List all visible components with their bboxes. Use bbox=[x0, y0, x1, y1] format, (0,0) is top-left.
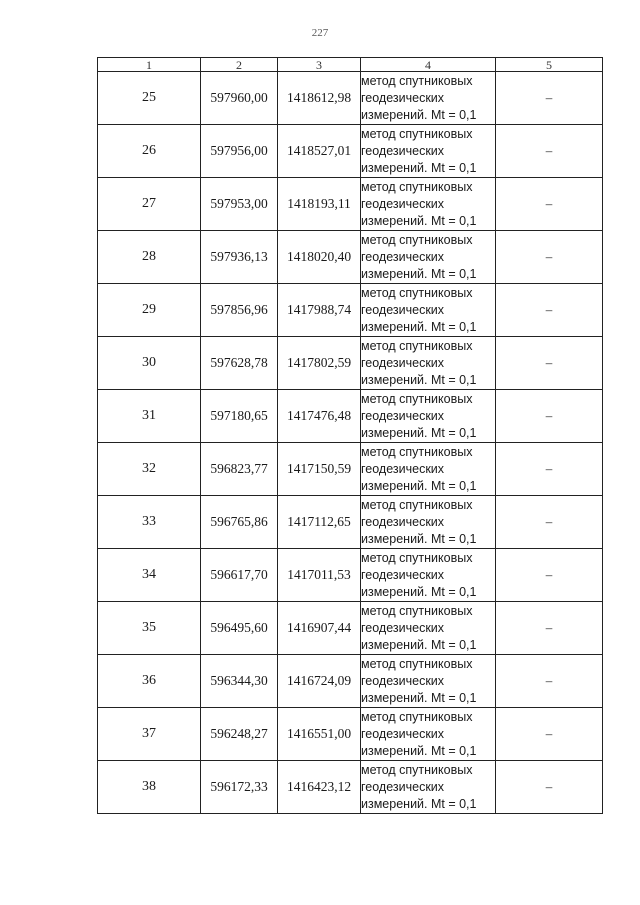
method-line: метод спутниковых bbox=[361, 656, 473, 671]
coordinate-y: 1417802,59 bbox=[278, 337, 361, 390]
method-line: измерений. Mt = 0,1 bbox=[361, 319, 477, 334]
coordinate-x: 596495,60 bbox=[201, 602, 278, 655]
method-line: измерений. Mt = 0,1 bbox=[361, 160, 477, 175]
note-dash: – bbox=[496, 178, 603, 231]
note-dash: – bbox=[496, 390, 603, 443]
method-line: геодезических bbox=[361, 90, 445, 105]
note-dash: – bbox=[496, 284, 603, 337]
table-row bbox=[98, 549, 603, 602]
table-row bbox=[98, 125, 603, 178]
point-number: 27 bbox=[98, 178, 201, 231]
method-line: измерений. Mt = 0,1 bbox=[361, 531, 477, 546]
note-dash: – bbox=[496, 708, 603, 761]
coordinates-table bbox=[97, 57, 603, 814]
note-dash: – bbox=[496, 602, 603, 655]
note-dash: – bbox=[496, 72, 603, 125]
coordinate-x: 596172,33 bbox=[201, 761, 278, 814]
point-number: 26 bbox=[98, 125, 201, 178]
table-row bbox=[98, 708, 603, 761]
method-line: геодезических bbox=[361, 673, 445, 688]
coordinate-y: 1418193,11 bbox=[278, 178, 361, 231]
note-dash: – bbox=[496, 337, 603, 390]
method-line: метод спутниковых bbox=[361, 709, 473, 724]
coordinate-x: 597960,00 bbox=[201, 72, 278, 125]
page-number: 227 bbox=[311, 27, 329, 39]
method-line: геодезических bbox=[361, 620, 445, 635]
coordinate-x: 597936,13 bbox=[201, 231, 278, 284]
table-row bbox=[98, 178, 603, 231]
coordinate-y: 1417011,53 bbox=[278, 549, 361, 602]
point-number: 38 bbox=[98, 761, 201, 814]
coordinate-y: 1418612,98 bbox=[278, 72, 361, 125]
method-line: измерений. Mt = 0,1 bbox=[361, 796, 477, 811]
method-description bbox=[361, 496, 496, 549]
table-row bbox=[98, 390, 603, 443]
method-description bbox=[361, 125, 496, 178]
method-line: геодезических bbox=[361, 249, 445, 264]
coordinate-y: 1417112,65 bbox=[278, 496, 361, 549]
note-dash: – bbox=[496, 443, 603, 496]
method-line: метод спутниковых bbox=[361, 338, 473, 353]
note-dash: – bbox=[496, 496, 603, 549]
method-line: метод спутниковых bbox=[361, 391, 473, 406]
header-col-1: 1 bbox=[98, 58, 201, 72]
header-col-4: 4 bbox=[361, 58, 496, 72]
point-number: 36 bbox=[98, 655, 201, 708]
method-description bbox=[361, 708, 496, 761]
method-description bbox=[361, 390, 496, 443]
table-row bbox=[98, 602, 603, 655]
coordinate-x: 597953,00 bbox=[201, 178, 278, 231]
method-line: метод спутниковых bbox=[361, 126, 473, 141]
coordinate-y: 1417150,59 bbox=[278, 443, 361, 496]
method-description bbox=[361, 443, 496, 496]
method-line: измерений. Mt = 0,1 bbox=[361, 213, 477, 228]
coordinate-x: 597628,78 bbox=[201, 337, 278, 390]
method-line: геодезических bbox=[361, 408, 445, 423]
method-description bbox=[361, 602, 496, 655]
method-description bbox=[361, 549, 496, 602]
table-body bbox=[98, 72, 603, 814]
coordinate-y: 1418527,01 bbox=[278, 125, 361, 178]
table-row bbox=[98, 284, 603, 337]
coordinate-y: 1416724,09 bbox=[278, 655, 361, 708]
coordinate-y: 1416907,44 bbox=[278, 602, 361, 655]
method-line: метод спутниковых bbox=[361, 444, 473, 459]
point-number: 35 bbox=[98, 602, 201, 655]
method-line: измерений. Mt = 0,1 bbox=[361, 107, 477, 122]
table-row bbox=[98, 72, 603, 125]
point-number: 37 bbox=[98, 708, 201, 761]
method-line: метод спутниковых bbox=[361, 550, 473, 565]
method-line: метод спутниковых bbox=[361, 497, 473, 512]
point-number: 32 bbox=[98, 443, 201, 496]
coordinate-y: 1418020,40 bbox=[278, 231, 361, 284]
method-description bbox=[361, 231, 496, 284]
point-number: 25 bbox=[98, 72, 201, 125]
method-line: геодезических bbox=[361, 514, 445, 529]
method-description bbox=[361, 337, 496, 390]
method-line: геодезических bbox=[361, 461, 445, 476]
method-line: геодезических bbox=[361, 302, 445, 317]
coordinate-x: 597856,96 bbox=[201, 284, 278, 337]
method-line: метод спутниковых bbox=[361, 762, 473, 777]
method-line: измерений. Mt = 0,1 bbox=[361, 372, 477, 387]
method-line: геодезических bbox=[361, 143, 445, 158]
table-row bbox=[98, 231, 603, 284]
method-line: метод спутниковых bbox=[361, 285, 473, 300]
method-line: измерений. Mt = 0,1 bbox=[361, 478, 477, 493]
point-number: 33 bbox=[98, 496, 201, 549]
note-dash: – bbox=[496, 655, 603, 708]
table-row bbox=[98, 443, 603, 496]
header-col-5: 5 bbox=[496, 58, 603, 72]
note-dash: – bbox=[496, 231, 603, 284]
method-line: измерений. Mt = 0,1 bbox=[361, 690, 477, 705]
method-description bbox=[361, 178, 496, 231]
method-line: геодезических bbox=[361, 355, 445, 370]
method-line: метод спутниковых bbox=[361, 603, 473, 618]
coordinate-y: 1417988,74 bbox=[278, 284, 361, 337]
coordinate-x: 597956,00 bbox=[201, 125, 278, 178]
method-line: геодезических bbox=[361, 726, 445, 741]
table-row bbox=[98, 655, 603, 708]
point-number: 30 bbox=[98, 337, 201, 390]
coordinate-y: 1416551,00 bbox=[278, 708, 361, 761]
method-line: измерений. Mt = 0,1 bbox=[361, 266, 477, 281]
coordinate-x: 596765,86 bbox=[201, 496, 278, 549]
note-dash: – bbox=[496, 549, 603, 602]
point-number: 31 bbox=[98, 390, 201, 443]
coordinate-x: 596823,77 bbox=[201, 443, 278, 496]
method-line: геодезических bbox=[361, 779, 445, 794]
header-col-3: 3 bbox=[278, 58, 361, 72]
method-line: метод спутниковых bbox=[361, 232, 473, 247]
coordinate-y: 1417476,48 bbox=[278, 390, 361, 443]
method-line: измерений. Mt = 0,1 bbox=[361, 584, 477, 599]
coordinate-x: 596344,30 bbox=[201, 655, 278, 708]
coordinate-x: 597180,65 bbox=[201, 390, 278, 443]
table-row bbox=[98, 496, 603, 549]
coordinate-x: 596617,70 bbox=[201, 549, 278, 602]
table-row bbox=[98, 337, 603, 390]
method-line: измерений. Mt = 0,1 bbox=[361, 637, 477, 652]
method-description bbox=[361, 655, 496, 708]
method-description bbox=[361, 284, 496, 337]
method-line: метод спутниковых bbox=[361, 73, 473, 88]
method-line: измерений. Mt = 0,1 bbox=[361, 743, 477, 758]
coordinate-y: 1416423,12 bbox=[278, 761, 361, 814]
method-description bbox=[361, 761, 496, 814]
point-number: 34 bbox=[98, 549, 201, 602]
table-row bbox=[98, 761, 603, 814]
table-header-row bbox=[98, 58, 603, 72]
method-line: геодезических bbox=[361, 567, 445, 582]
method-line: геодезических bbox=[361, 196, 445, 211]
coordinate-x: 596248,27 bbox=[201, 708, 278, 761]
method-description bbox=[361, 72, 496, 125]
point-number: 28 bbox=[98, 231, 201, 284]
method-line: измерений. Mt = 0,1 bbox=[361, 425, 477, 440]
method-line: метод спутниковых bbox=[361, 179, 473, 194]
note-dash: – bbox=[496, 125, 603, 178]
header-col-2: 2 bbox=[201, 58, 278, 72]
note-dash: – bbox=[496, 761, 603, 814]
point-number: 29 bbox=[98, 284, 201, 337]
